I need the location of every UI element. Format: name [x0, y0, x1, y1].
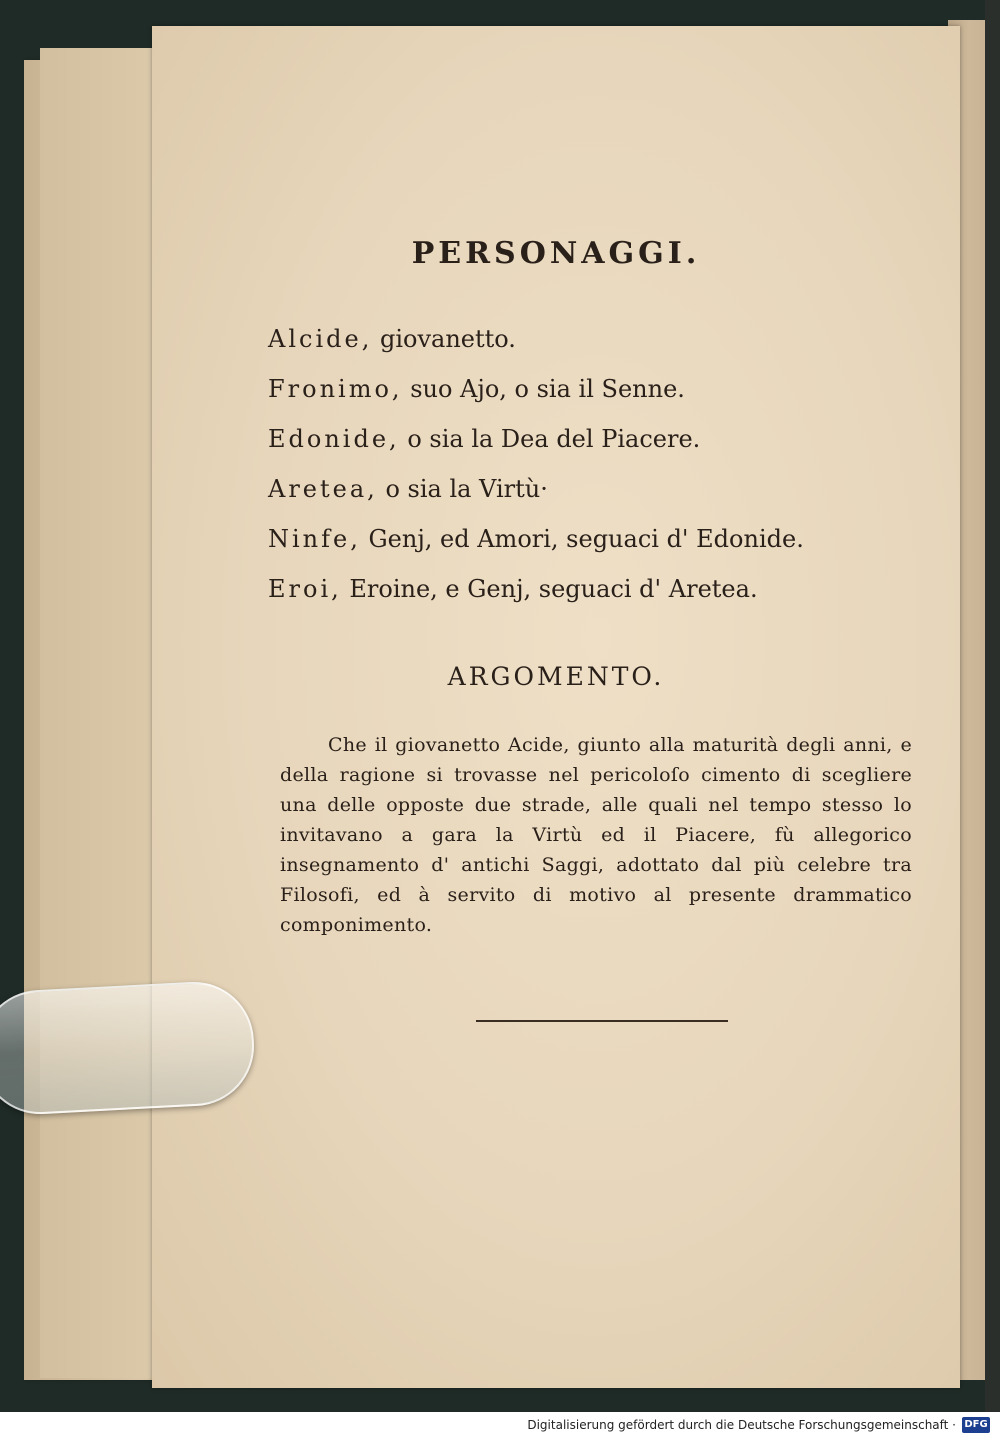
character-entry: Eroi, Eroine, e Genj, seguaci d' Aretea. — [268, 575, 758, 603]
character-entry: Ninfe, Genj, ed Amori, seguaci d' Edonide. — [268, 525, 804, 553]
section-divider — [476, 1020, 728, 1022]
glass-page-weight — [0, 979, 257, 1117]
book-page — [152, 26, 960, 1388]
dfg-logo: DFG — [962, 1417, 990, 1433]
character-entry: Aretea, o sia la Virtù· — [268, 475, 548, 503]
argomento-paragraph: Che il giovanetto Acide, giunto alla maturità degli anni, e della ragione si trovasse nel pericoloſo cimento di scegliere una delle opposte due strade, alle quali nel tempo stesso lo invitavano a gara la Virtù ed il Piacere, fù allegorico insegnamento d' antichi Saggi, adottato dal più celebre tra Filosofi, ed à servito di motivo al presente drammatico componimento. — [280, 734, 912, 936]
digitization-footer — [0, 1412, 1000, 1440]
scan-edge — [985, 0, 1000, 1412]
argomento-heading: ARGOMENTO. — [447, 662, 665, 691]
character-entry: Alcide, giovanetto. — [268, 325, 516, 353]
personaggi-heading: PERSONAGGI. — [411, 236, 701, 271]
funding-credit: Digitalisierung gefördert durch die Deutsche Forschungsgemeinschaft · — [527, 1418, 956, 1432]
character-list — [268, 314, 804, 614]
character-entry: Edonide, o sia la Dea del Piacere. — [268, 425, 701, 453]
character-entry: Fronimo, suo Ajo, o sia il Senne. — [268, 375, 685, 403]
